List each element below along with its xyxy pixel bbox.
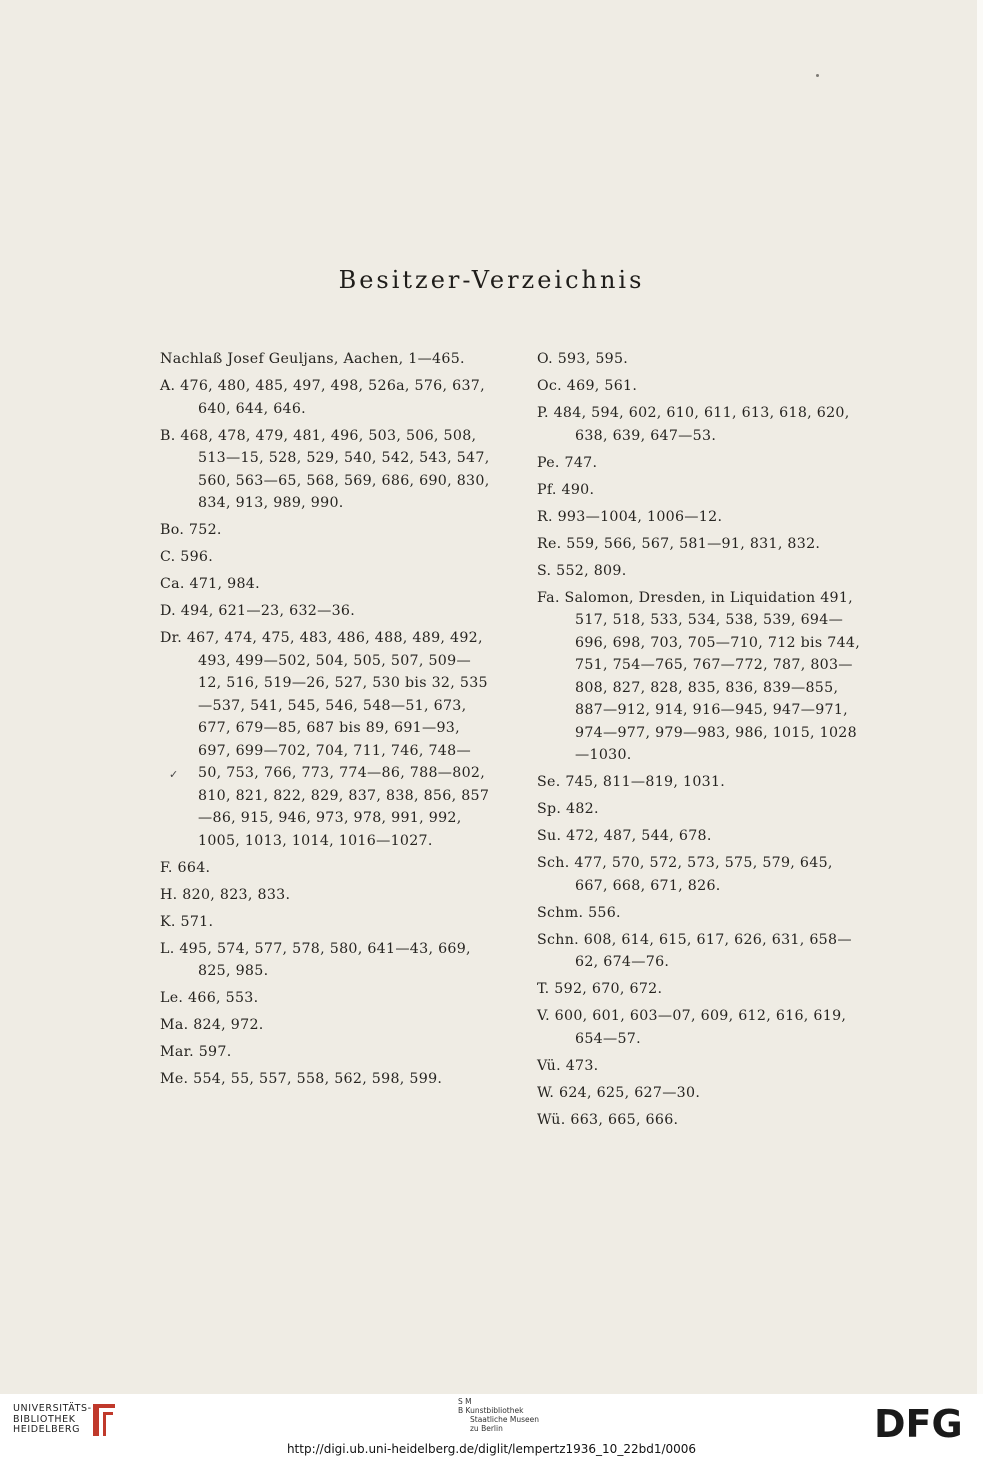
owner-entry: Me. 554, 55, 557, 558, 562, 598, 599. [160,1071,443,1087]
owner-entry: Se. 745, 811—819, 1031. [537,774,726,790]
owner-entry: Le. 466, 553. [160,990,259,1006]
owner-entry: D. 494, 621—23, 632—36. [160,603,356,619]
owner-entry: Bo. 752. [160,522,222,538]
owner-entry: T. 592, 670, 672. [537,981,663,997]
library-logo-icon [89,1400,119,1440]
paper-speck [816,74,819,77]
owner-entry: B. 468, 478, 479, 481, 496, 503, 506, 508, 513—15, 528, 529, 540, 542, 543, 547, 560, 563—65, 568, 569, 686, 690, 830, 834, 913, 989, 990. [160,427,490,511]
owner-entry: Schn. 608, 614, 615, 617, 626, 631, 658—62, 674—76. [537,931,852,970]
owner-entry: Ma. 824, 972. [160,1017,264,1033]
owner-entry: Oc. 469, 561. [537,378,638,394]
owner-entry: Ca. 471, 984. [160,576,260,592]
owner-entry: W. 624, 625, 627—30. [537,1084,701,1101]
owner-entry: O. 593, 595. [537,351,629,367]
owner-entry: V. 600, 601, 603—07, 609, 612, 616, 619, 654—57. [537,1008,847,1047]
pencil-mark-icon: ✓ [169,768,179,781]
owner-entry: Nachlaß Josef Geuljans, Aachen, 1—465. [160,351,465,367]
owner-entry: Pf. 490. [537,481,595,498]
owner-entry: C. 596. [160,549,214,565]
right-column [537,348,867,1136]
owner-entry: Wü. 663, 665, 666. [537,1111,679,1128]
owner-entry: Dr. 467, 474, 475, 483, 486, 488, 489, 492, 493, 499—502, 504, 505, 507, 509—12, 516, 519—26, 527, 530 bis 32, 535—537, 541, 545, 546, 548—51, 673, 677, 679—85, 687 bis 89, 691—93, 697, 699—702, 704, 711, 746, 748—50, 753, 766, 773, 774—86, 788—802, 810, 821, 822, 829, 837, 838, 856, 857—86, 915, 946, 973, 978, 991, 992, 1005, 1013, 1014, 1016—1027. [160,630,490,849]
museum-stamp: S M B Kunstbibliothek Staatliche Museen zu Berlin [458,1397,539,1433]
owner-entry: K. 571. [160,913,214,930]
left-column [160,348,490,1095]
owner-entry: S. 552, 809. [537,562,627,579]
owner-entry: Mar. 597. [160,1044,232,1060]
owner-entry: P. 484, 594, 602, 610, 611, 613, 618, 620, 638, 639, 647—53. [537,405,850,444]
page-edge [977,0,983,1461]
source-url[interactable]: http://digi.ub.uni-heidelberg.de/diglit/lempertz1936_10_22bd1/0006 [286,1442,697,1456]
owner-entry: L. 495, 574, 577, 578, 580, 641—43, 669, 825, 985. [160,940,471,979]
owner-entry: Sp. 482. [537,801,599,817]
owner-entry: A. 476, 480, 485, 497, 498, 526a, 576, 637, 640, 644, 646. [160,378,485,417]
owner-entry: Su. 472, 487, 544, 678. [537,828,712,844]
owner-entry: Fa. Salomon, Dresden, in Liquidation 491, 517, 518, 533, 534, 538, 539, 694—696, 698, 703, 705—710, 712 bis 744, 751, 754—765, 767—772, 787, 803—808, 827, 828, 835, 836, 839—855, 887—912, 914, 916—945, 947—971, 974—977, 979—983, 986, 1015, 1028—1030. [537,589,861,763]
footer-bar [0,1394,983,1461]
dfg-logo: DFG [874,1402,963,1446]
owner-entry: Re. 559, 566, 567, 581—91, 831, 832. [537,535,821,552]
owner-entry: Schm. 556. [537,904,621,921]
owner-entry: Vü. 473. [537,1057,599,1074]
owner-entry: R. 993—1004, 1006—12. [537,508,723,525]
owner-entry: Sch. 477, 570, 572, 573, 575, 579, 645, 667, 668, 671, 826. [537,855,833,894]
owner-entry: H. 820, 823, 833. [160,886,291,903]
owner-entry: F. 664. [160,859,211,876]
owner-entry: Pe. 747. [537,454,598,471]
library-name: UNIVERSITÄTS- BIBLIOTHEK HEIDELBERG [13,1403,92,1435]
page-title: Besitzer-Verzeichnis [338,266,645,294]
